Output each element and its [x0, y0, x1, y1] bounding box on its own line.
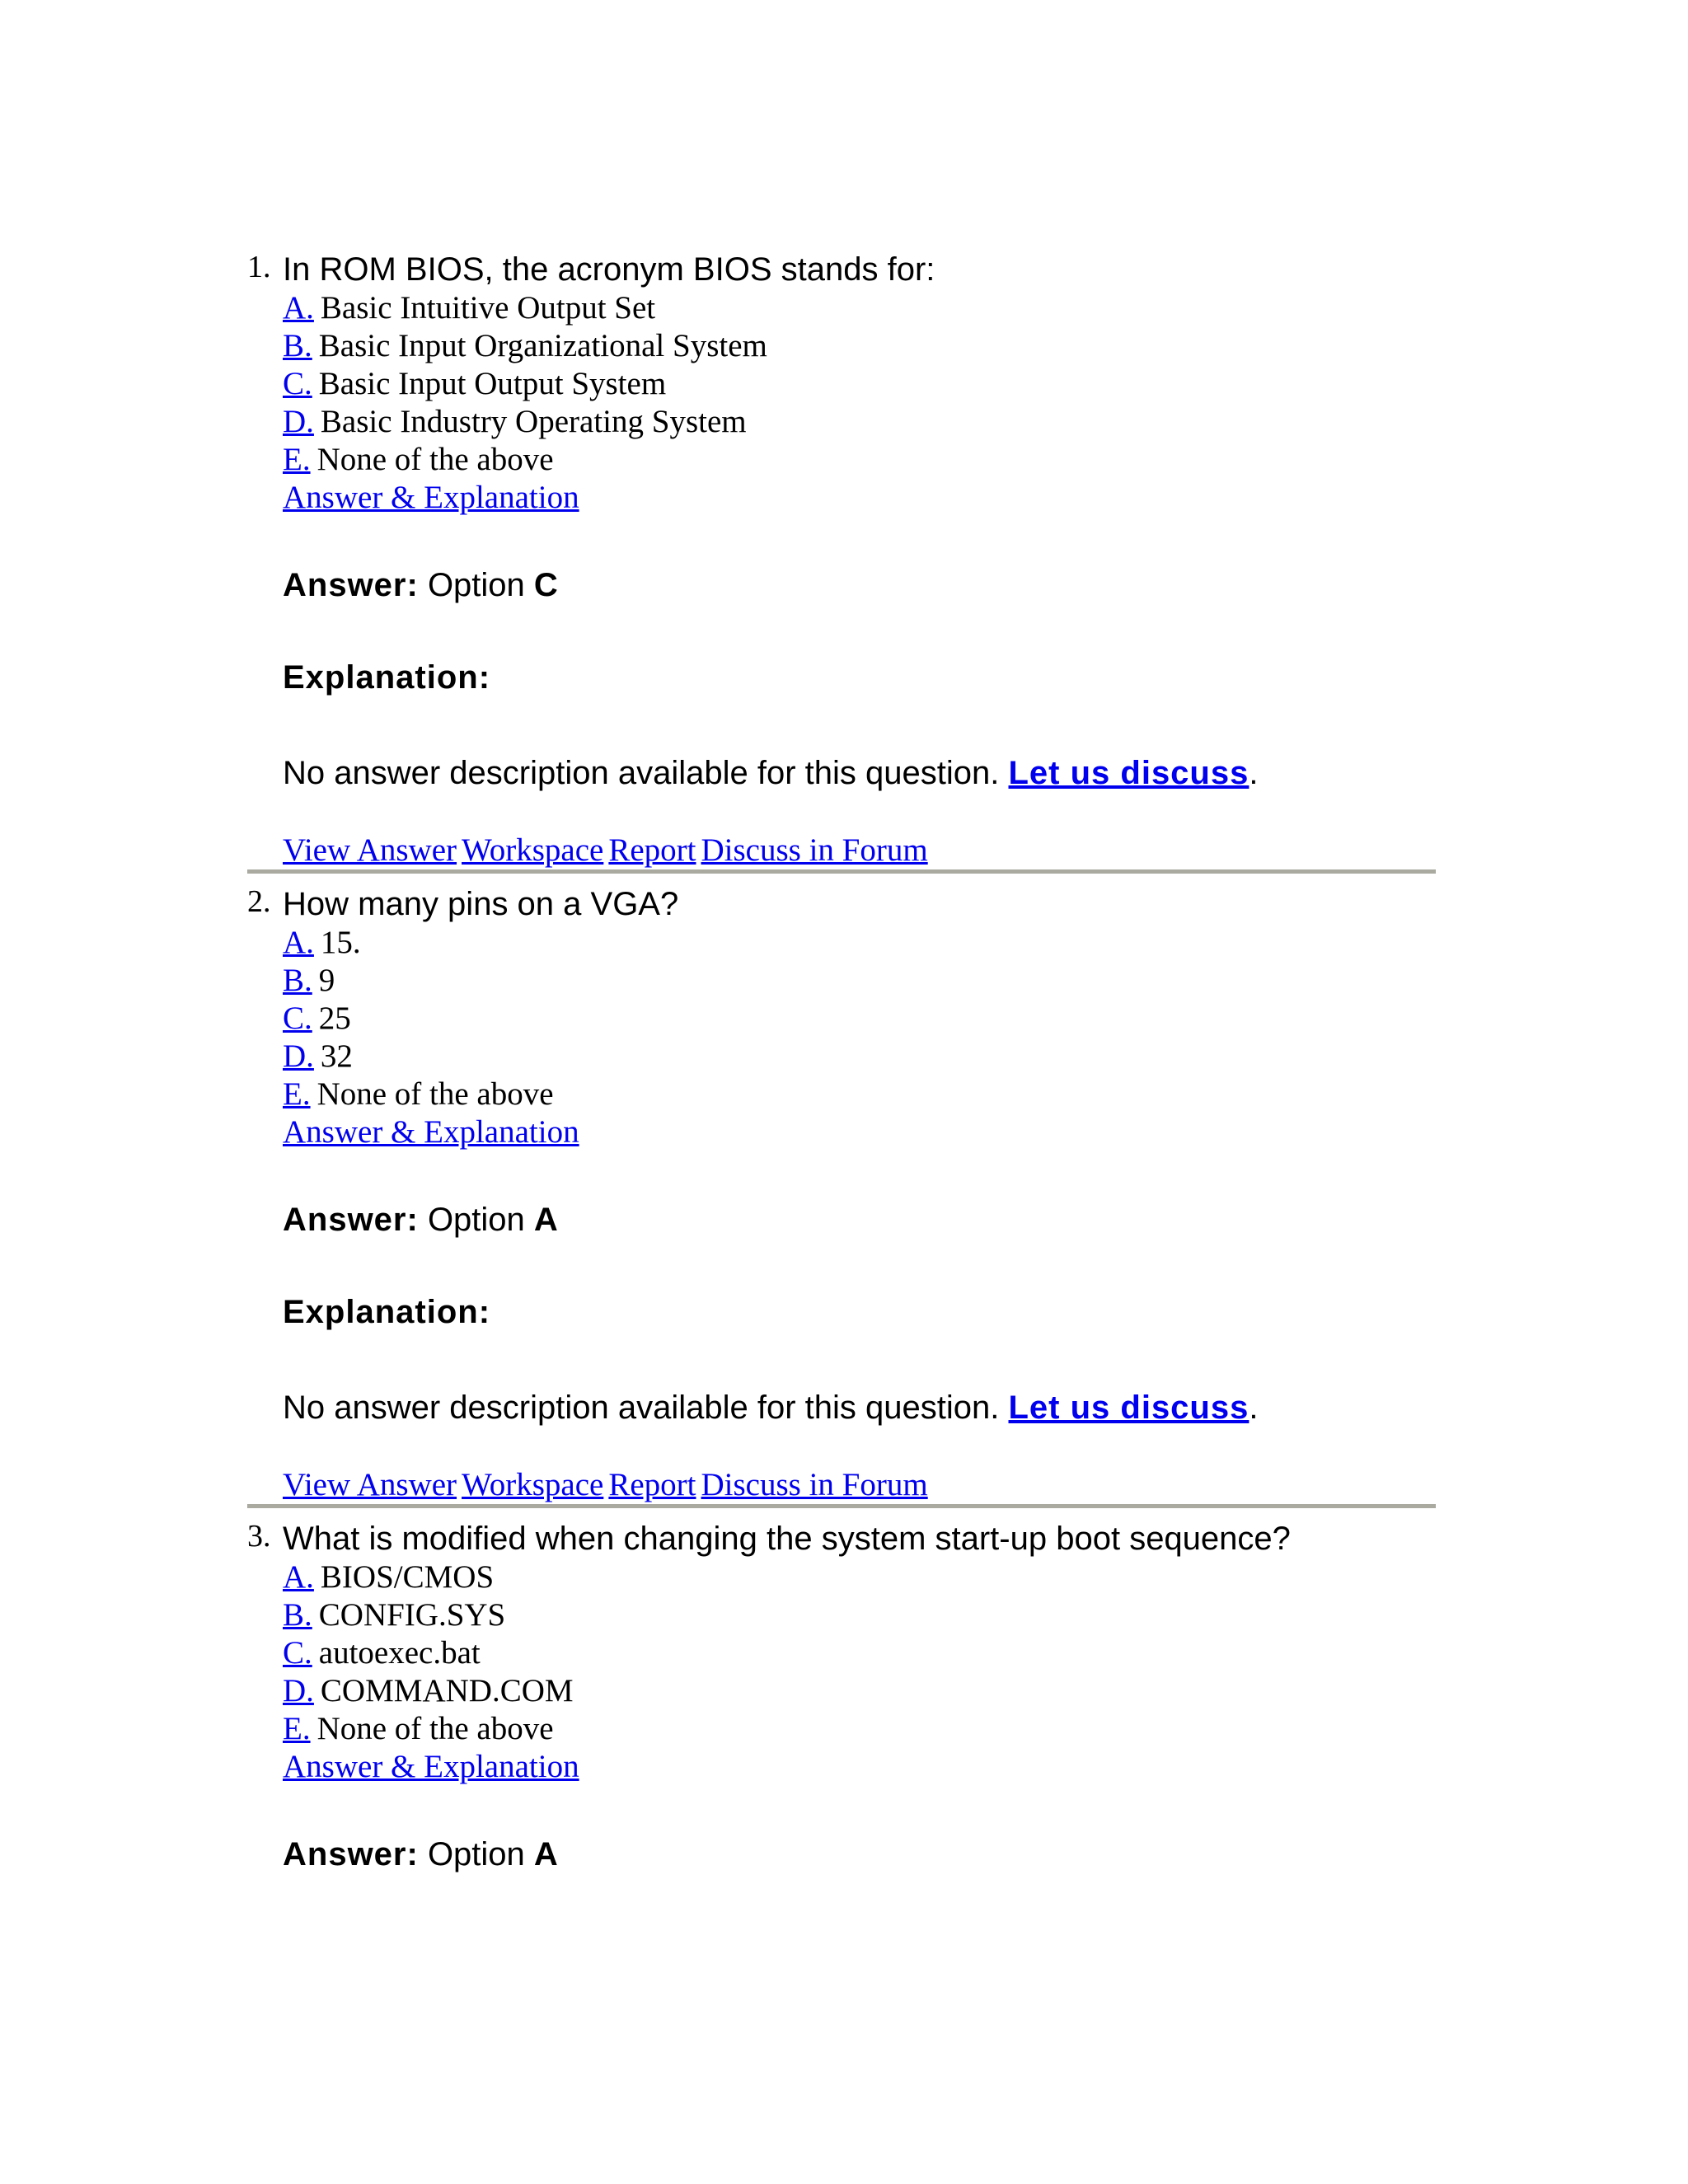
option-e-text: None of the above — [316, 442, 554, 477]
option-e-link[interactable]: E. — [283, 1711, 311, 1746]
question-1 — [247, 251, 1434, 869]
option-a-text: BIOS/CMOS — [320, 1559, 495, 1595]
view-answer-link[interactable]: View Answer — [283, 1467, 457, 1502]
option-a-text: 15. — [320, 925, 361, 960]
answer-label: Answer: — [283, 567, 419, 603]
option-e-text: None of the above — [316, 1711, 554, 1746]
question-3 — [247, 1520, 1434, 1873]
option-a-link[interactable]: A. — [283, 1559, 314, 1595]
question-actions — [283, 1466, 1434, 1504]
option-b-link[interactable]: B. — [283, 963, 312, 998]
answer-explanation-link[interactable]: Answer & Explanation — [283, 1749, 579, 1784]
option-a-link[interactable]: A. — [283, 925, 314, 960]
workspace-link[interactable]: Workspace — [462, 832, 604, 868]
answer-value: A — [533, 1202, 558, 1238]
option-b-text: 9 — [318, 963, 335, 998]
option-c — [283, 1000, 1434, 1038]
option-b — [283, 962, 1434, 1000]
explanation-text — [283, 1389, 1434, 1427]
option-a-link[interactable]: A. — [283, 290, 314, 326]
report-link[interactable]: Report — [608, 832, 696, 868]
explanation-suffix: . — [1249, 1390, 1259, 1426]
option-c-text: 25 — [318, 1001, 351, 1036]
explanation-heading: Explanation: — [283, 659, 491, 696]
option-c-link[interactable]: C. — [283, 1001, 312, 1036]
option-b-text: CONFIG.SYS — [318, 1597, 506, 1633]
discuss-in-forum-link[interactable]: Discuss in Forum — [701, 832, 928, 868]
explanation-body: No answer description available for this question. — [283, 755, 1000, 791]
view-answer-link[interactable]: View Answer — [283, 832, 457, 868]
explanation-heading: Explanation: — [283, 1294, 491, 1330]
option-a — [283, 1558, 1434, 1596]
workspace-link[interactable]: Workspace — [462, 1467, 604, 1502]
option-c — [283, 1634, 1434, 1672]
explanation-suffix: . — [1249, 755, 1259, 791]
answer-line — [283, 1835, 1434, 1873]
option-b — [283, 327, 1434, 365]
option-d-link[interactable]: D. — [283, 1038, 314, 1074]
let-us-discuss-link[interactable]: Let us discuss — [1008, 755, 1250, 791]
option-c-link[interactable]: C. — [283, 366, 312, 401]
option-d — [283, 403, 1434, 441]
question-divider — [247, 869, 1436, 874]
option-b — [283, 1596, 1434, 1634]
answer-prefix: Option — [427, 1202, 525, 1238]
explanation-text — [283, 754, 1434, 792]
answer-explanation-link[interactable]: Answer & Explanation — [283, 1114, 579, 1150]
options-list — [283, 1558, 1434, 1748]
option-e-link[interactable]: E. — [283, 442, 311, 477]
option-e-text: None of the above — [316, 1076, 554, 1112]
options-list — [283, 289, 1434, 479]
question-text: How many pins on a VGA? — [283, 886, 679, 922]
option-d-text: COMMAND.COM — [320, 1673, 574, 1708]
option-c — [283, 365, 1434, 403]
option-b-link[interactable]: B. — [283, 1597, 312, 1633]
options-list — [283, 924, 1434, 1113]
answer-value: C — [533, 567, 558, 603]
option-b-text: Basic Input Organizational System — [318, 328, 767, 363]
option-d-link[interactable]: D. — [283, 1673, 314, 1708]
answer-prefix: Option — [427, 567, 525, 603]
question-text: In ROM BIOS, the acronym BIOS stands for: — [283, 251, 935, 288]
question-number: 2. — [247, 884, 271, 919]
option-e — [283, 441, 1434, 479]
option-d — [283, 1038, 1434, 1076]
discuss-in-forum-link[interactable]: Discuss in Forum — [701, 1467, 928, 1502]
option-e-link[interactable]: E. — [283, 1076, 311, 1112]
option-c-text: Basic Input Output System — [318, 366, 667, 401]
question-actions — [283, 832, 1434, 869]
answer-label: Answer: — [283, 1836, 419, 1872]
answer-explanation-link[interactable]: Answer & Explanation — [283, 480, 579, 515]
option-a-text: Basic Intuitive Output Set — [320, 290, 656, 326]
question-list — [247, 239, 1434, 1873]
option-c-text: autoexec.bat — [318, 1635, 481, 1671]
let-us-discuss-link[interactable]: Let us discuss — [1008, 1390, 1250, 1426]
answer-label: Answer: — [283, 1202, 419, 1238]
answer-line — [283, 1201, 1434, 1239]
explanation-body: No answer description available for this question. — [283, 1390, 1000, 1426]
report-link[interactable]: Report — [608, 1467, 696, 1502]
answer-line — [283, 566, 1434, 604]
question-number: 1. — [247, 250, 271, 284]
answer-value: A — [533, 1836, 558, 1872]
option-a — [283, 924, 1434, 962]
option-c-link[interactable]: C. — [283, 1635, 312, 1671]
answer-prefix: Option — [427, 1836, 525, 1872]
option-d — [283, 1672, 1434, 1710]
option-a — [283, 289, 1434, 327]
question-text: What is modified when changing the system start-up boot sequence? — [283, 1521, 1291, 1557]
option-e — [283, 1710, 1434, 1748]
option-e — [283, 1076, 1434, 1113]
option-d-text: 32 — [320, 1038, 353, 1074]
question-number: 3. — [247, 1519, 271, 1554]
question-2 — [247, 885, 1434, 1504]
option-d-text: Basic Industry Operating System — [320, 404, 747, 439]
question-divider — [247, 1504, 1436, 1508]
option-d-link[interactable]: D. — [283, 404, 314, 439]
option-b-link[interactable]: B. — [283, 328, 312, 363]
